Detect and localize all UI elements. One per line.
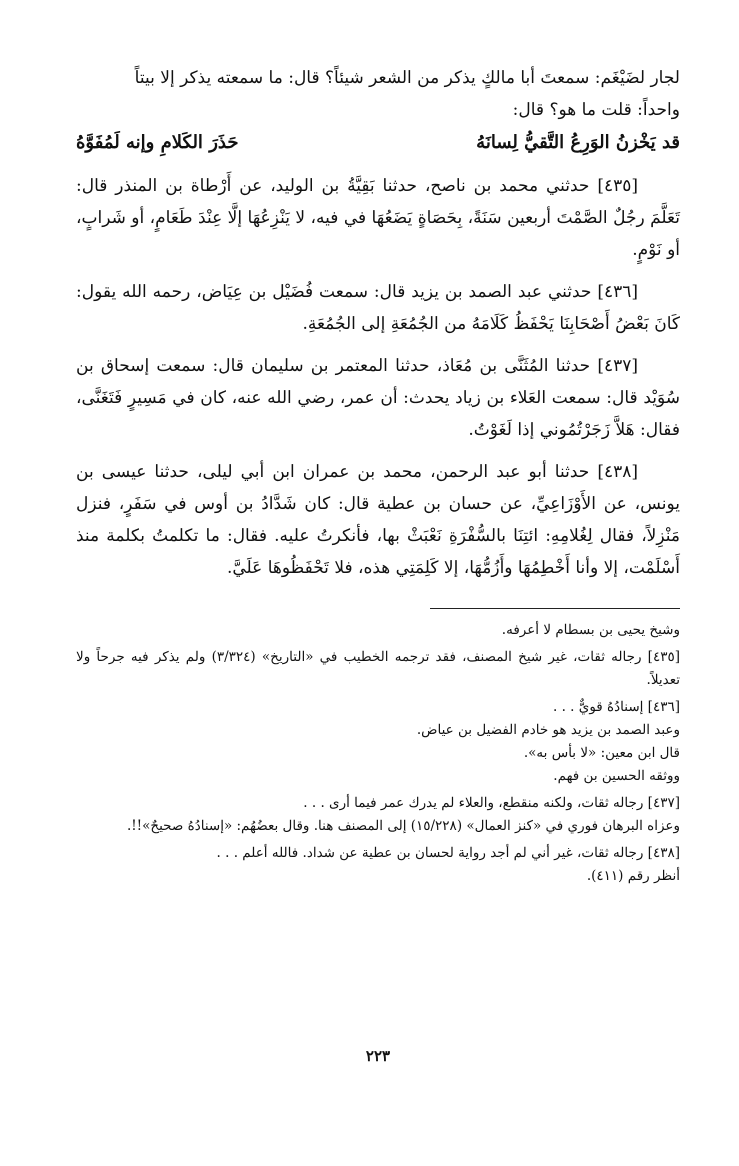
footnote-436-line: وعبد الصمد بن يزيد هو خادم الفضيل بن عياض.	[416, 722, 680, 738]
narration-435: [٤٣٥] حدثني محمد بن ناصح، حدثنا بَقِيَّةُ بن الوليد، عن أَرْطاة بن المنذر قال: تَعَلَّمَ رجُلٌ الصَّمْتَ أربعين سَنَةً، بِحَصَاةٍ يَضَعُهَا في فيه، لا يَنْزِعُهَا إلَّا عِنْدَ طَعَامٍ، أو شَرابٍ، أو نَوْمٍ.	[76, 176, 680, 260]
footnote-436-head: [٤٣٦] إسنادُهُ قويٌّ . . .	[553, 699, 680, 715]
verse-second-hemistich: حَذَرَ الكَلامِ وإنه لَمُفَوَّهُ	[76, 132, 239, 153]
footnote-continued: وشيخ يحيى بن بسطام لا أعرفه.	[501, 622, 680, 638]
footnote-436-line: ووثقه الحسين بن فهم.	[553, 768, 680, 784]
footnotes	[76, 619, 680, 888]
main-text	[76, 62, 680, 584]
footnote-divider	[430, 608, 680, 609]
intro-line-1: لجار لضَيْغَم: سمعتَ أبا مالكٍ يذكر من الشعر شيئاً؟ قال: ما سمعته يذكر إلا بيتاً	[134, 68, 680, 88]
footnote-436-line: قال ابن معين: «لا بأس به».	[523, 745, 680, 761]
book-page	[76, 62, 680, 1122]
footnote-435: [٤٣٥] رجاله ثقات، غير شيخ المصنف، فقد ترجمه الخطيب في «التاريخ» (٣/٣٢٤) ولم يذكر فيه جرحاً ولا تعديلاً.	[76, 649, 680, 688]
page-number: ٢٢٣	[365, 1047, 391, 1065]
footnote-437-line: وعزاه البرهان فوري في «كنز العمال» (١٥/٢٢٨) إلى المصنف هنا. وقال بعضُهُم: «إسنادُهُ صحيحٌ»!!.	[126, 818, 680, 834]
footnote-438-line: أنظر رقم (٤١١).	[586, 868, 680, 884]
footnote-438-head: [٤٣٨] رجاله ثقات، غير أني لم أجد رواية لحسان بن عطية عن شداد. فالله أعلم . . .	[216, 845, 680, 861]
poetry-verse	[76, 126, 680, 160]
narration-438: [٤٣٨] حدثنا أبو عبد الرحمن، محمد بن عمران ابن أبي ليلى، حدثنا عيسى بن يونس، عن الأَوْزَاعِيِّ، عن حسان بن عطية قال: كان شَدَّادُ بن أوس في سَفَرٍ، فنزل مَنْزِلاً، فقال لِغُلامِهِ: ائتِنَا بالسُّفْرَةِ نَعْبَثْ بها، فأنكرتُ عليه. فقال: ما تكلمتُ بكلمة منذ أَسْلَمْت، إلا وأنا أَخْطِمُهَا وأَزُمُّهَا، إلا كَلِمَتِي هذه، فلا تَحْفَظُوهَا عَلَيَّ.	[76, 462, 680, 578]
intro-line-2: واحداً: قلت ما هو؟ قال:	[512, 100, 680, 120]
footnote-437-head: [٤٣٧] رجاله ثقات، ولكنه منقطع، والعلاء لم يدرك عمر فيما أرى . . .	[303, 795, 680, 811]
narration-437: [٤٣٧] حدثنا المُثَنَّى بن مُعَاذ، حدثنا المعتمر بن سليمان قال: سمعت إسحاق بن سُوَيْد قال: سمعت العَلاء بن زياد يحدث: أن عمر، رضي الله عنه، كان في مَسِيرٍ فَتَغَنَّى، فقال: هَلاَّ زَجَرْتُمُوني إذا لَغَوْتُ.	[76, 356, 680, 440]
verse-first-hemistich: قد يَخْزنُ الوَرِعُ التَّقيُّ لِسانَهُ	[476, 132, 680, 153]
narration-436: [٤٣٦] حدثني عبد الصمد بن يزيد قال: سمعت فُضَيْل بن عِيَاض، رحمه الله يقول: كَانَ بَعْضُ أَصْحَابِنَا يَحْفَظُ كَلَامَهُ من الجُمُعَةِ إلى الجُمُعَةِ.	[76, 282, 680, 334]
